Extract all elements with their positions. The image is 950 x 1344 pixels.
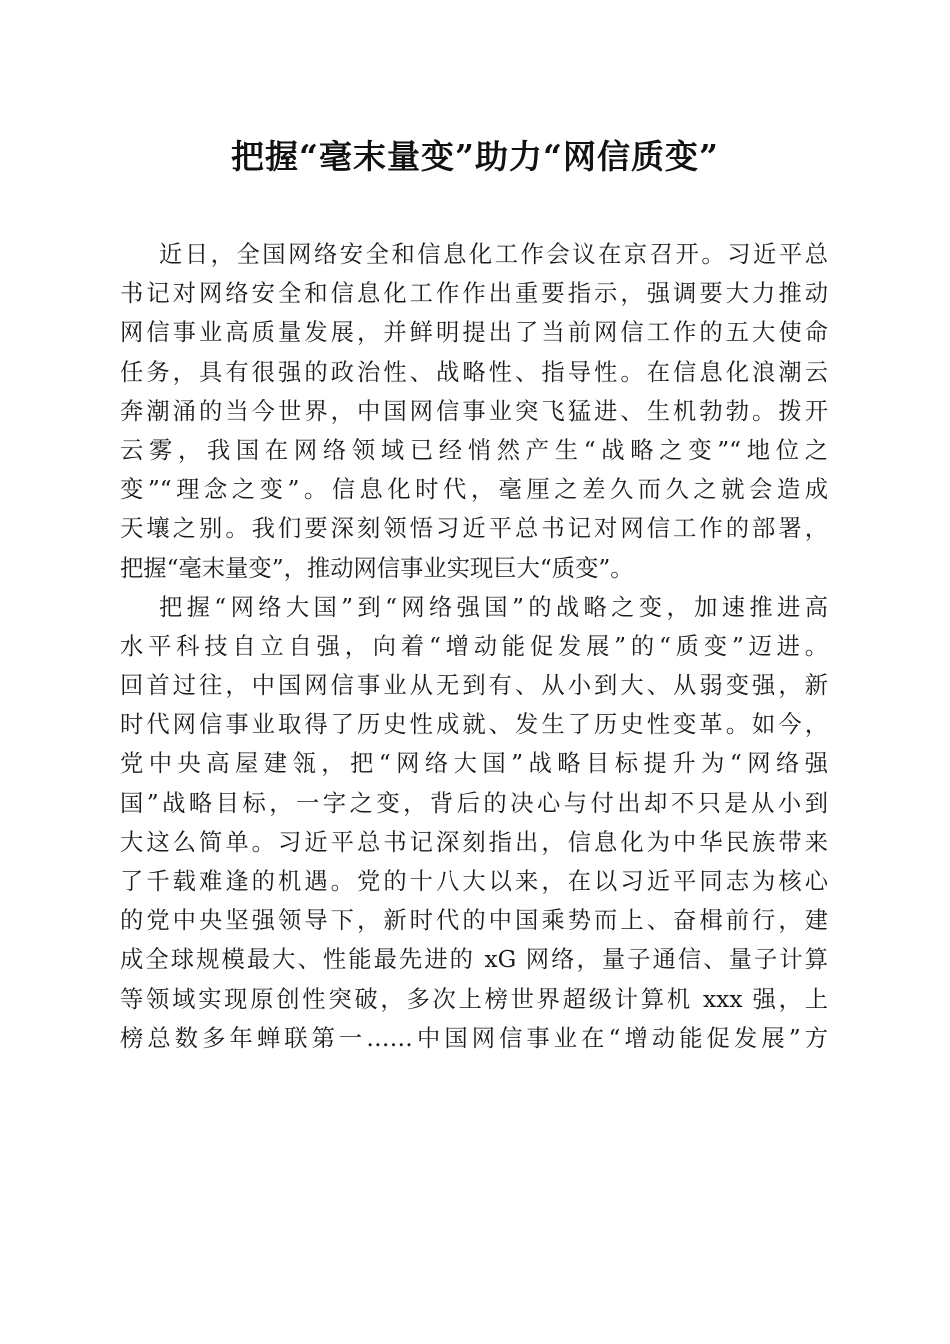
text-line: 变”“理念之变”。信息化时代，毫厘之差久而久之就会造成 <box>120 476 828 504</box>
text-line: 云雾，我国在网络领域已经悄然产生“战略之变”“地位之 <box>120 436 828 464</box>
text-line: 把握“网络大国”到“网络强国”的战略之变，加速推进高 <box>159 593 828 621</box>
document-body <box>120 235 828 1058</box>
text-line: 榜总数多年蝉联第一……中国网信事业在“增动能促发展”方 <box>120 1024 828 1052</box>
text-line: 回首过往，中国网信事业从无到有、从小到大、从弱变强，新 <box>120 672 828 700</box>
text-line: 奔潮涌的当今世界，中国网信事业突飞猛进、生机勃勃。拨开 <box>120 397 828 425</box>
text-line: 书记对网络安全和信息化工作作出重要指示，强调要大力推动 <box>120 280 828 308</box>
text-line: 时代网信事业取得了历史性成就、发生了历史性变革。如今， <box>120 711 828 739</box>
paragraph-2 <box>120 588 828 1058</box>
text-line: 把握“毫末量变”，推动网信事业实现巨大“质变”。 <box>120 554 634 582</box>
paragraph-1 <box>120 235 828 588</box>
page-title: 把握“毫末量变”助力“网信质变” <box>231 137 719 176</box>
text-line: 党中央高屋建瓴，把“网络大国”战略目标提升为“网络强 <box>120 750 828 778</box>
text-line: 国”战略目标，一字之变，背后的决心与付出却不只是从小到 <box>120 789 828 817</box>
text-line: 的党中央坚强领导下，新时代的中国乘势而上、奋楫前行，建 <box>120 907 828 935</box>
text-line: 网信事业高质量发展，并鲜明提出了当前网信工作的五大使命 <box>120 319 828 347</box>
text-line: 大这么简单。习近平总书记深刻指出，信息化为中华民族带来 <box>120 828 828 856</box>
text-line: 水平科技自立自强，向着“增动能促发展”的“质变”迈进。 <box>120 632 828 660</box>
text-line: 成全球规模最大、性能最先进的 xG 网络，量子通信、量子计算 <box>120 946 828 974</box>
text-line: 等领域实现原创性突破，多次上榜世界超级计算机 xxx 强，上 <box>120 985 828 1013</box>
text-line: 近日，全国网络安全和信息化工作会议在京召开。习近平总 <box>159 241 828 268</box>
text-line: 了千载难逢的机遇。党的十八大以来，在以习近平同志为核心 <box>120 868 828 895</box>
text-line: 任务，具有很强的政治性、战略性、指导性。在信息化浪潮云 <box>120 358 828 386</box>
text-line: 天壤之别。我们要深刻领悟习近平总书记对网信工作的部署， <box>120 515 828 543</box>
